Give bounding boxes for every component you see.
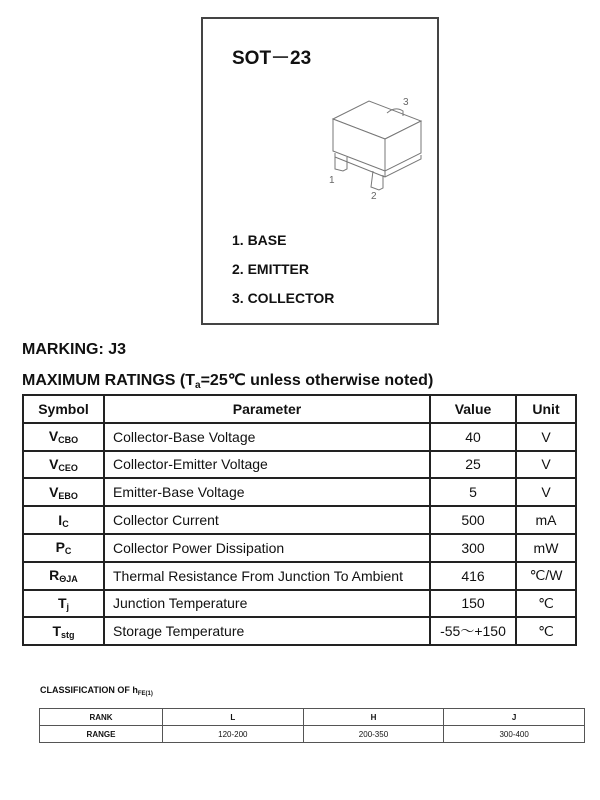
symbol-cell: $R_{\Theta JA}$	[23, 562, 104, 590]
value-cell: 150	[430, 590, 516, 618]
table-row	[23, 451, 576, 479]
range-l: 120-200	[163, 726, 304, 743]
classification-title: CLASSIFICATION OF $h_{FE(1)}$	[40, 685, 153, 697]
rank-label: RANK	[40, 709, 163, 726]
unit-cell: ℃	[516, 590, 576, 618]
header-unit: Unit	[516, 395, 576, 423]
rank-j: J	[444, 709, 585, 726]
pin-list	[232, 226, 334, 313]
unit-cell: V	[516, 451, 576, 479]
rank-h: H	[303, 709, 444, 726]
value-cell: 40	[430, 423, 516, 451]
value-cell: 5	[430, 478, 516, 506]
sot23-package-icon	[321, 91, 439, 203]
table-row	[23, 423, 576, 451]
table-row	[23, 590, 576, 618]
pin-1-base: 1. BASE	[232, 232, 287, 248]
table-row	[23, 478, 576, 506]
value-cell: 300	[430, 534, 516, 562]
max-ratings-table	[22, 394, 577, 646]
parameter-cell: Collector-Base Voltage	[104, 423, 430, 451]
pin-1-label: 1	[329, 175, 335, 186]
header-parameter: Parameter	[104, 395, 430, 423]
parameter-cell: Emitter-Base Voltage	[104, 478, 430, 506]
table-row	[23, 506, 576, 534]
symbol-cell: $T_j$	[23, 590, 104, 618]
package-title: SOT－23	[232, 48, 312, 69]
unit-cell: ℃	[516, 617, 576, 645]
parameter-cell: Collector Current	[104, 506, 430, 534]
value-cell: 25	[430, 451, 516, 479]
unit-cell: mA	[516, 506, 576, 534]
pin-3-collector: 3. COLLECTOR	[232, 290, 335, 306]
table-row	[23, 617, 576, 645]
symbol-cell: $V_{EBO}$	[23, 478, 104, 506]
symbol-cell: $V_{CEO}$	[23, 451, 104, 479]
value-cell: -55～+150	[430, 617, 516, 645]
unit-cell: ℃/W	[516, 562, 576, 590]
range-row	[40, 726, 585, 743]
pin-2-emitter: 2. EMITTER	[232, 261, 310, 277]
package-outline-box	[201, 17, 439, 325]
parameter-cell: Junction Temperature	[104, 590, 430, 618]
unit-cell: V	[516, 478, 576, 506]
table-row	[23, 562, 576, 590]
hfe-classification-table	[39, 708, 585, 743]
unit-cell: mW	[516, 534, 576, 562]
pin-2-label: 2	[371, 191, 377, 202]
parameter-cell: Collector Power Dissipation	[104, 534, 430, 562]
parameter-cell: Collector-Emitter Voltage	[104, 451, 430, 479]
header-symbol: Symbol	[23, 395, 104, 423]
table-row	[23, 534, 576, 562]
parameter-cell: Storage Temperature	[104, 617, 430, 645]
table-header-row	[23, 395, 576, 423]
symbol-cell: $P_C$	[23, 534, 104, 562]
max-ratings-title: MAXIMUM RATINGS ($T_a=25℃$ unless otherwise noted)	[22, 372, 434, 391]
unit-cell: V	[516, 423, 576, 451]
symbol-cell: $V_{CBO}$	[23, 423, 104, 451]
parameter-cell: Thermal Resistance From Junction To Ambient	[104, 562, 430, 590]
value-cell: 416	[430, 562, 516, 590]
marking-label: MARKING: J3	[22, 341, 127, 358]
rank-row	[40, 709, 585, 726]
header-value: Value	[430, 395, 516, 423]
symbol-cell: $T_{stg}$	[23, 617, 104, 645]
range-h: 200-350	[303, 726, 444, 743]
range-j: 300-400	[444, 726, 585, 743]
value-cell: 500	[430, 506, 516, 534]
rank-l: L	[163, 709, 304, 726]
symbol-cell: $I_C$	[23, 506, 104, 534]
pin-3-label: 3	[403, 97, 409, 108]
range-label: RANGE	[40, 726, 163, 743]
